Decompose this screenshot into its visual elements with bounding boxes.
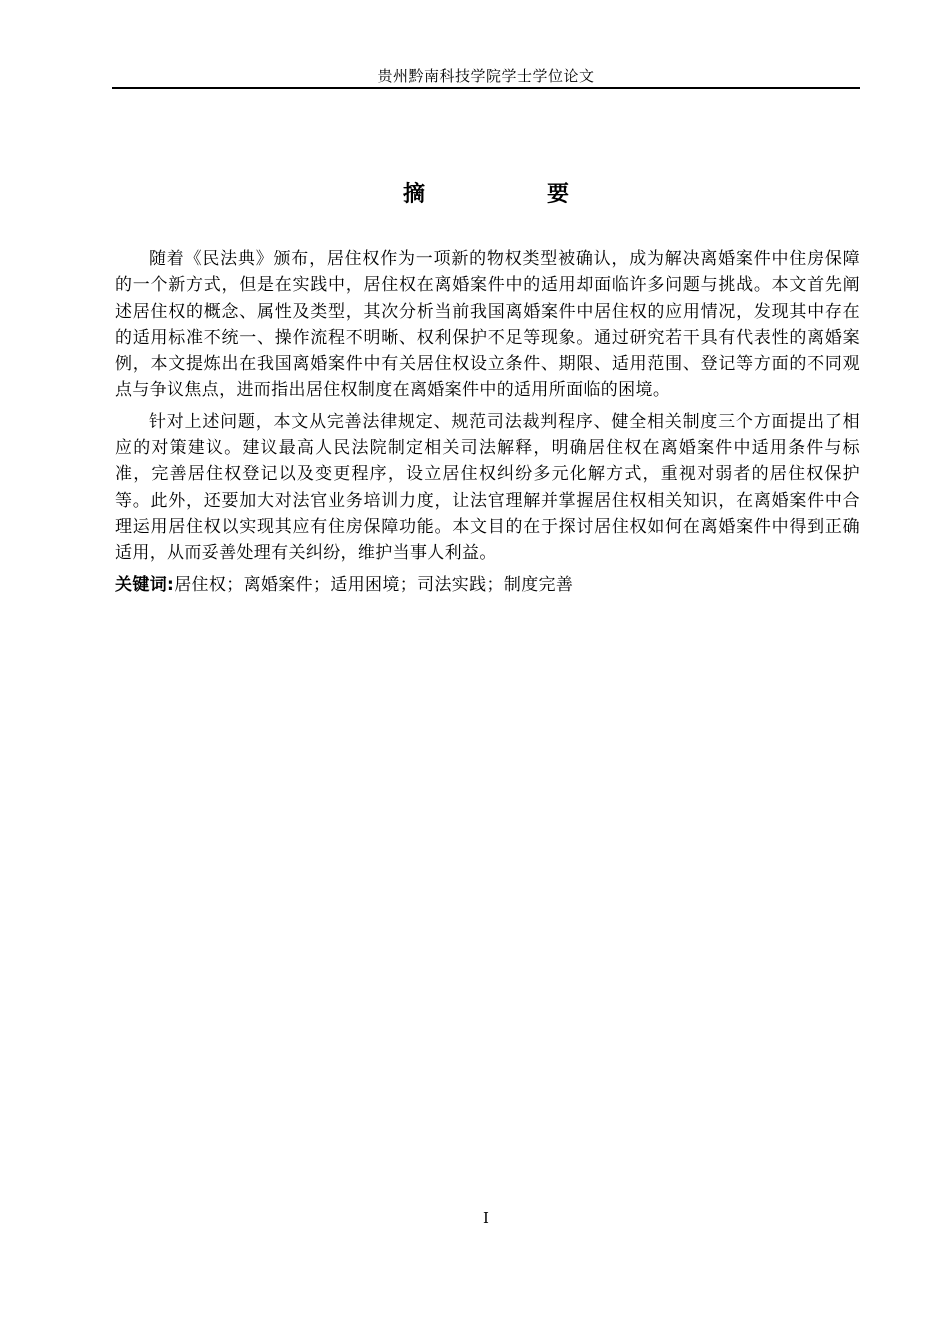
page-number: I <box>483 1209 489 1227</box>
running-header: 贵州黔南科技学院学士学位论文 <box>377 67 595 85</box>
header-rule <box>112 87 860 89</box>
abstract-body <box>115 246 860 598</box>
keywords-label: 关键词: <box>115 574 175 595</box>
keywords-line <box>115 572 860 598</box>
abstract-title: 摘 要 <box>402 182 619 207</box>
abstract-paragraph-2: 针对上述问题，本文从完善法律规定、规范司法裁判程序、健全相关制度三个方面提出了相应的对策建议。建议最高人民法院制定相关司法解释，明确居住权在离婚案件中适用条件与标准，完善居住权登记以及变更程序，设立居住权纠纷多元化解方式，重视对弱者的居住权保护等。此外，还要加大对法官业务培训力度，让法官理解并掌握居住权相关知识，在离婚案件中合理运用居住权以实现其应有住房保障功能。本文目的在于探讨居住权如何在离婚案件中得到正确适用，从而妥善处理有关纠纷，维护当事人利益。 <box>115 411 860 564</box>
keywords-text: 居住权；离婚案件；适用困境；司法实践；制度完善 <box>174 574 574 595</box>
abstract-paragraph-1: 随着《民法典》颁布，居住权作为一项新的物权类型被确认，成为解决离婚案件中住房保障的一个新方式，但是在实践中，居住权在离婚案件中的适用却面临许多问题与挑战。本文首先阐述居住权的概念、属性及类型，其次分析当前我国离婚案件中居住权的应用情况，发现其中存在的适用标准不统一、操作流程不明晰、权利保护不足等现象。通过研究若干具有代表性的离婚案例，本文提炼出在我国离婚案件中有关居住权设立条件、期限、适用范围、登记等方面的不同观点与争议焦点，进而指出居住权制度在离婚案件中的适用所面临的困境。 <box>115 249 860 401</box>
